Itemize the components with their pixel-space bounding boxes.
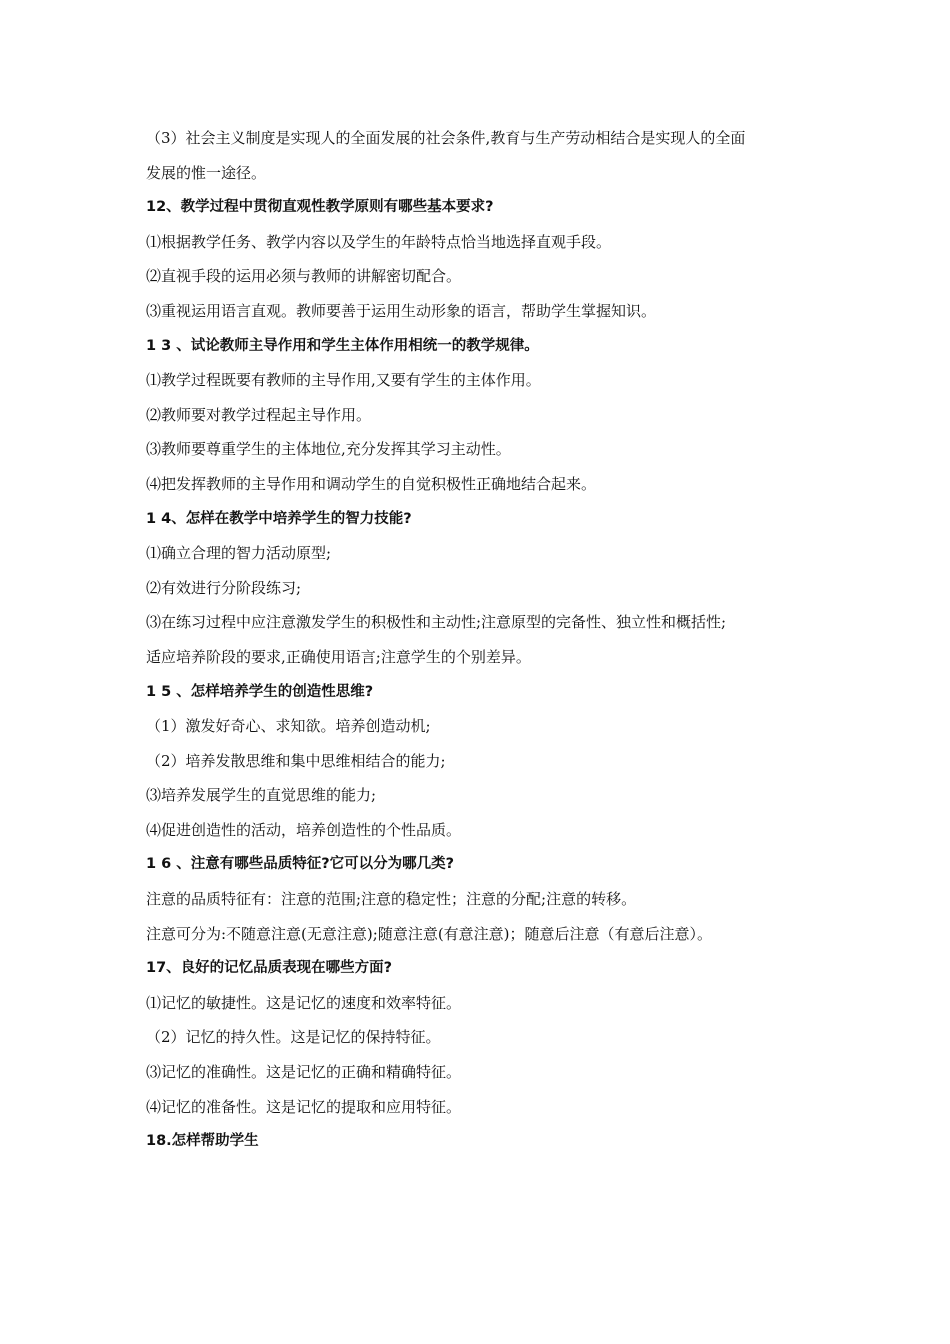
text-line: 适应培养阶段的要求,正确使用语言;注意学生的个别差异。 bbox=[146, 647, 531, 666]
question-heading: 18.怎样帮助学生 bbox=[146, 1133, 259, 1150]
text-line: 发展的惟一途径。 bbox=[146, 163, 267, 182]
text-line: ⑴记忆的敏捷性。这是记忆的速度和效率特征。 bbox=[146, 993, 462, 1012]
text-line: ⑷促进创造性的活动，培养创造性的个性品质。 bbox=[146, 820, 462, 839]
text-line: ⑵直视手段的运用必须与教师的讲解密切配合。 bbox=[146, 267, 462, 286]
text-line: （2）培养发散思维和集中思维相结合的能力; bbox=[146, 751, 446, 770]
text-line: ⑶记忆的准确性。这是记忆的正确和精确特征。 bbox=[146, 1063, 462, 1082]
text-line: ⑵有效进行分阶段练习; bbox=[146, 578, 302, 597]
text-line: ⑴根据教学任务、教学内容以及学生的年龄特点恰当地选择直观手段。 bbox=[146, 232, 612, 251]
question-heading: 1 6 、注意有哪些品质特征?它可以分为哪几类? bbox=[146, 856, 455, 873]
text-line: ⑶重视运用语言直观。教师要善于运用生动形象的语言，帮助学生掌握知识。 bbox=[146, 301, 657, 320]
text-line: ⑴确立合理的智力活动原型; bbox=[146, 544, 332, 563]
text-line: ⑴教学过程既要有教师的主导作用,又要有学生的主体作用。 bbox=[146, 371, 541, 390]
question-heading: 1 5 、怎样培养学生的创造性思维? bbox=[146, 683, 374, 700]
text-line: ⑷记忆的准备性。这是记忆的提取和应用特征。 bbox=[146, 1097, 462, 1116]
document-body bbox=[146, 125, 816, 1163]
question-heading: 1 4、怎样在教学中培养学生的智力技能? bbox=[146, 510, 412, 527]
question-heading: 17、良好的记忆品质表现在哪些方面? bbox=[146, 960, 393, 977]
text-line: 注意可分为:不随意注意(无意注意);随意注意(有意注意)；随意后注意（有意后注意）。 bbox=[146, 924, 713, 943]
text-line: ⑵教师要对教学过程起主导作用。 bbox=[146, 405, 372, 424]
text-line: （1）激发好奇心、求知欲。培养创造动机; bbox=[146, 717, 431, 736]
question-heading: 1 3 、试论教师主导作用和学生主体作用相统一的教学规律。 bbox=[146, 337, 539, 354]
text-line: ⑶培养发展学生的直觉思维的能力; bbox=[146, 786, 377, 805]
text-line: （3）社会主义制度是实现人的全面发展的社会条件,教育与生产劳动相结合是实现人的全面 bbox=[146, 129, 746, 147]
question-heading: 12、教学过程中贯彻直观性教学原则有哪些基本要求? bbox=[146, 199, 494, 216]
text-line: ⑷把发挥教师的主导作用和调动学生的自觉积极性正确地结合起来。 bbox=[146, 474, 597, 493]
text-line: 注意的品质特征有：注意的范围;注意的稳定性；注意的分配;注意的转移。 bbox=[146, 890, 637, 909]
text-line: （2）记忆的持久性。这是记忆的保持特征。 bbox=[146, 1028, 441, 1047]
text-line: ⑶在练习过程中应注意激发学生的积极性和主动性;注意原型的完备性、独立性和概括性; bbox=[146, 613, 727, 632]
text-line: ⑶教师要尊重学生的主体地位,充分发挥其学习主动性。 bbox=[146, 440, 511, 459]
